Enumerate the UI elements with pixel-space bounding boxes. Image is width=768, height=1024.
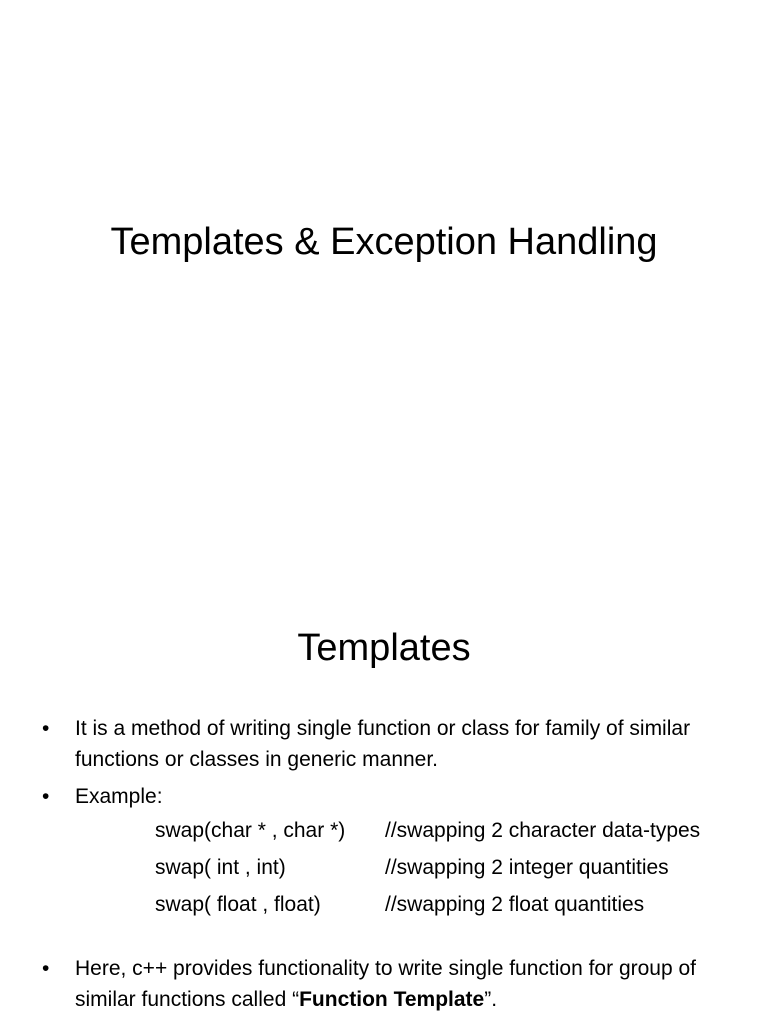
example-code: swap( int , int)	[155, 856, 286, 879]
slide-heading: Templates	[297, 627, 471, 669]
bullet-list	[42, 713, 742, 1021]
bullet-text-bold: Function Template	[299, 988, 485, 1011]
slide-title: Templates & Exception Handling	[110, 221, 658, 263]
bullet-text: Example:	[75, 785, 163, 808]
example-code: swap(char * , char *)	[155, 819, 346, 842]
example-comment: //swapping 2 integer quantities	[385, 856, 669, 879]
bullet-icon: •	[42, 957, 50, 980]
bullet-icon: •	[42, 717, 50, 740]
example-comment: //swapping 2 character data-types	[385, 819, 701, 842]
bullet-item-definition	[42, 713, 742, 775]
bullet-text	[75, 957, 696, 1011]
bullet-item-example	[42, 781, 742, 947]
templates-slide	[0, 576, 768, 1024]
example-line	[75, 886, 742, 923]
bullet-item-function-template	[42, 953, 742, 1015]
bullet-icon: •	[42, 785, 50, 808]
example-comment: //swapping 2 float quantities	[385, 893, 645, 916]
bullet-text-suffix: ”.	[484, 988, 498, 1011]
example-code: swap( float , float)	[155, 893, 321, 916]
spacer	[75, 923, 742, 947]
bullet-text-prefix: Here, c++ provides functionality to write single function for group of similar functions called “	[75, 957, 696, 1011]
example-line	[75, 849, 742, 886]
bullet-text: It is a method of writing single function or class for family of similar functions or classes in generic manner.	[75, 717, 691, 771]
example-line	[75, 812, 742, 849]
